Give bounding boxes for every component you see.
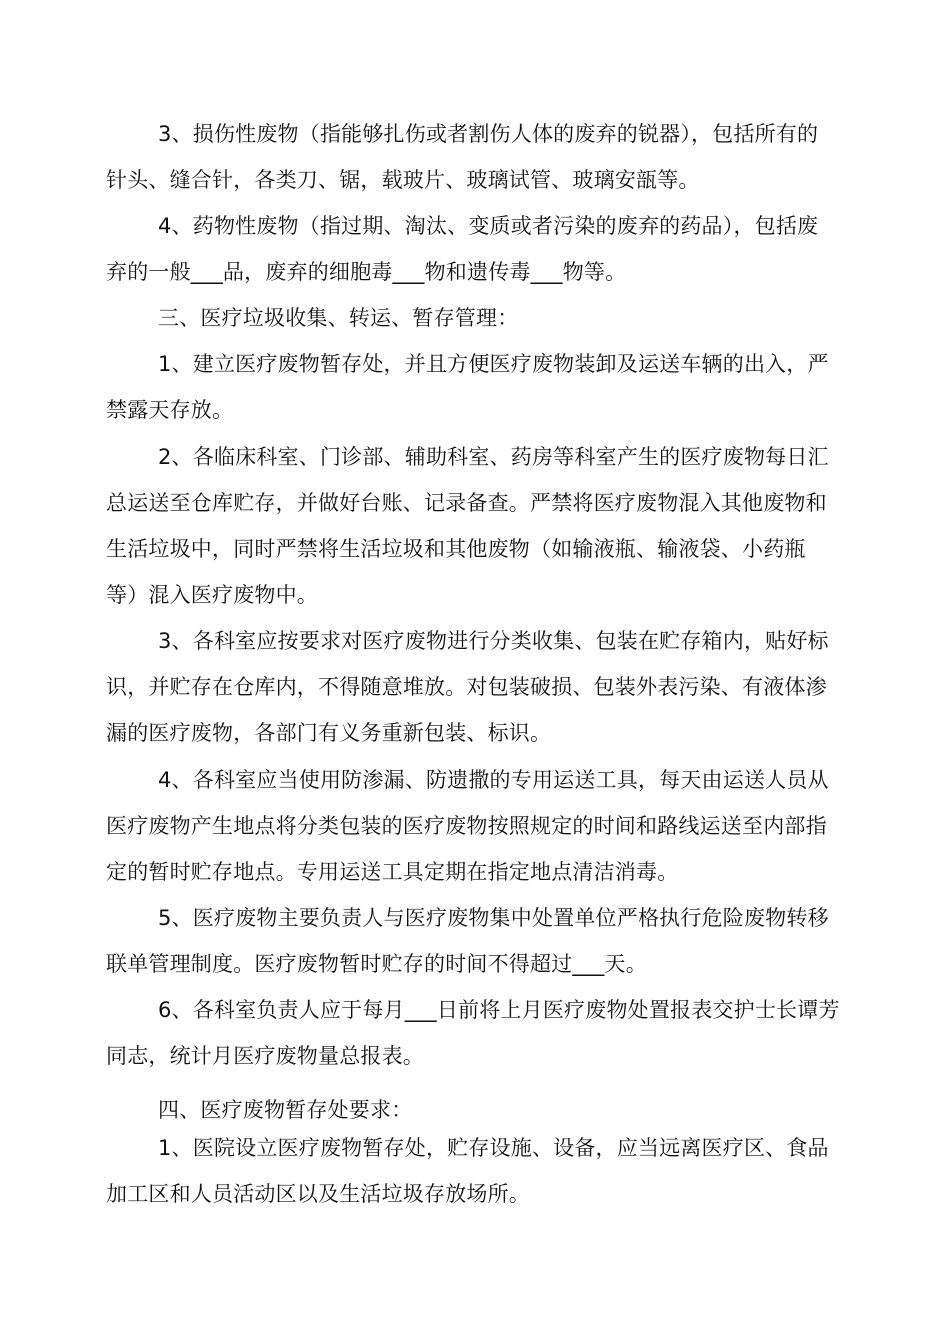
text-line: 定的暂时贮存地点。专用运送工具定期在指定地点清洁消毒。 (106, 860, 679, 884)
text-line: 医疗废物产生地点将分类包装的医疗废物按照规定的时间和路线运送至内部指 (106, 814, 827, 838)
text-line: 总运送至仓库贮存，并做好台账、记录备查。严禁将医疗废物混入其他废物和 (106, 491, 827, 515)
text-line: 3、损伤性废物（指能够扎伤或者割伤人体的废弃的锐器），包括所有的 (158, 122, 819, 146)
section-heading: 三、医疗垃圾收集、转运、暂存管理： (158, 306, 519, 330)
text-line: 同志，统计月医疗废物量总报表。 (106, 1044, 424, 1068)
text-line: 生活垃圾中，同时严禁将生活垃圾和其他废物（如输液瓶、输液袋、小药瓶 (106, 537, 806, 561)
text-line: 1、医院设立医疗废物暂存处，贮存设施、设备，应当远离医疗区、食品 (158, 1136, 829, 1160)
section-heading: 四、医疗废物暂存处要求： (158, 1098, 413, 1122)
text-line: 漏的医疗废物，各部门有义务重新包装、标识。 (106, 721, 552, 745)
text-line: 联单管理制度。医疗废物暂时贮存的时间不得超过___天。 (106, 952, 647, 976)
text-line: 识，并贮存在仓库内，不得随意堆放。对包装破损、包装外表污染、有液体渗 (106, 675, 827, 699)
text-line: 6、各科室负责人应于每月___日前将上月医疗废物处置报表交护士长谭芳 (158, 998, 840, 1022)
text-line: 弃的一般___品，废弃的细胞毒___物和遗传毒___物等。 (106, 260, 627, 284)
text-line: 针头、缝合针，各类刀、锯，载玻片、玻璃试管、玻璃安瓿等。 (106, 168, 700, 192)
text-line: 等）混入医疗废物中。 (106, 583, 318, 607)
text-line: 4、各科室应当使用防渗漏、防遗撒的专用运送工具，每天由运送人员从 (158, 768, 829, 792)
text-line: 禁露天存放。 (106, 398, 234, 422)
text-line: 3、各科室应按要求对医疗废物进行分类收集、包装在贮存箱内，贴好标 (158, 629, 829, 653)
text-line: 2、各临床科室、门诊部、辅助科室、药房等科室产生的医疗废物每日汇 (158, 445, 829, 469)
text-line: 1、建立医疗废物暂存处，并且方便医疗废物装卸及运送车辆的出入，严 (158, 352, 829, 376)
text-line: 加工区和人员活动区以及生活垃圾存放场所。 (106, 1182, 530, 1206)
text-line: 5、医疗废物主要负责人与医疗废物集中处置单位严格执行危险废物转移 (158, 906, 829, 930)
text-line: 4、药物性废物（指过期、淘汰、变质或者污染的废弃的药品），包括废 (158, 214, 819, 238)
